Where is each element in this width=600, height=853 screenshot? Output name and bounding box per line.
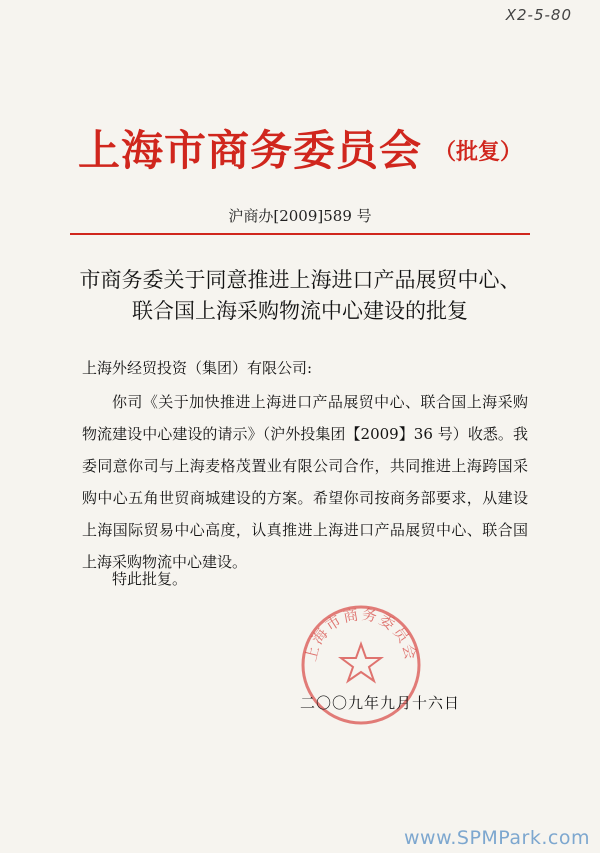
recipient: 上海外经贸投资（集团）有限公司:	[82, 359, 313, 377]
closing-line: 特此批复。	[112, 570, 188, 588]
seal-text: 上海市商务委员会	[301, 605, 421, 664]
doc-kind: （批复）	[434, 139, 523, 165]
svg-text:上海市商务委员会	[302, 605, 421, 663]
red-divider	[70, 233, 530, 235]
handwritten-note: X2-5-80	[505, 6, 572, 24]
seal-star-icon	[341, 644, 381, 681]
title-line-1: 市商务委关于同意推进上海进口产品展贸中心、	[79, 268, 521, 292]
title-line-2: 联合国上海采购物流中心建设的批复	[132, 299, 468, 323]
body-paragraph: 你司《关于加快推进上海进口产品展贸中心、联合国上海采购物流建设中心建设的请示》（沪外投集团【2009】36 号）收悉。我委同意你司与上海麦格茂置业有限公司合作，共同推进上海跨国采购中心五角世贸商城建设的方案。希望你司按商务部要求，从建设上海国际贸易中心高度，认真推进上海进口产品展贸中心、联合国上海采购物流中心建设。	[82, 393, 528, 571]
org-name: 上海市商务委员会	[77, 126, 422, 175]
document-number: 沪商办[2009]589 号	[228, 207, 372, 225]
letterhead	[0, 118, 600, 178]
site-watermark: www.SPMPark.com	[403, 827, 590, 849]
document-title	[0, 265, 600, 327]
issue-date: 二〇〇九年九月十六日	[300, 694, 461, 712]
